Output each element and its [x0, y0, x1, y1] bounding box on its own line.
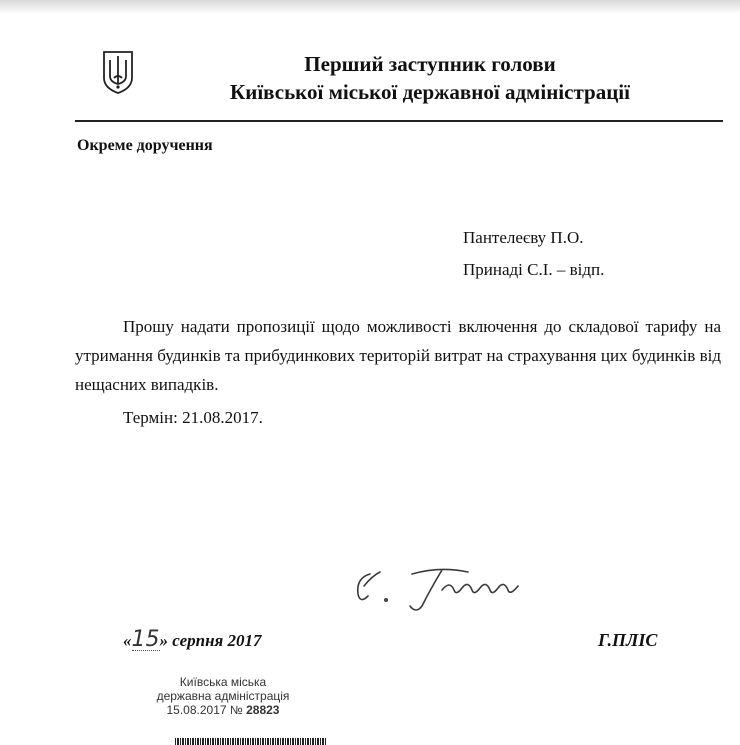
document-subject: Окреме доручення — [77, 137, 213, 154]
registration-date: 15.08.2017 № — [166, 703, 243, 717]
header-line-2: Київської міської державної адміністрації — [230, 80, 630, 104]
addressee-1: Пантелеєву П.О. — [463, 228, 584, 247]
instruction-paragraph: Прошу надати пропозиції щодо можливості включення до складової тарифу на утримання будинків та прибудинкових територій витрат на страхування цих будинків від нещасних випадків. — [75, 317, 721, 394]
registration-line-3 — [148, 703, 298, 717]
header-line-1: Перший заступник голови — [304, 52, 556, 76]
header-divider — [75, 120, 723, 122]
deadline: Термін: 21.08.2017. — [123, 408, 263, 427]
registration-number: 28823 — [246, 703, 280, 717]
handwritten-signature — [350, 560, 550, 620]
registration-line-1: Київська міська — [179, 675, 267, 689]
date-day-handwritten: 15 — [131, 627, 160, 652]
page-top-shadow — [0, 0, 740, 14]
signer-name: Г.ПЛІС — [598, 630, 658, 650]
trident-coat-of-arms-icon — [101, 50, 135, 94]
date-open-quote: « — [123, 631, 132, 650]
date-month-year: серпня 2017 — [172, 631, 262, 650]
registration-line-2: державна адміністрація — [156, 689, 290, 703]
instruction-body — [75, 312, 721, 399]
barcode — [175, 738, 327, 745]
signing-date — [123, 627, 262, 652]
document-header — [150, 50, 710, 106]
date-close-quote: » — [159, 631, 168, 650]
addressee-2: Принаді С.І. – відп. — [463, 260, 605, 279]
registration-stamp — [148, 675, 298, 717]
